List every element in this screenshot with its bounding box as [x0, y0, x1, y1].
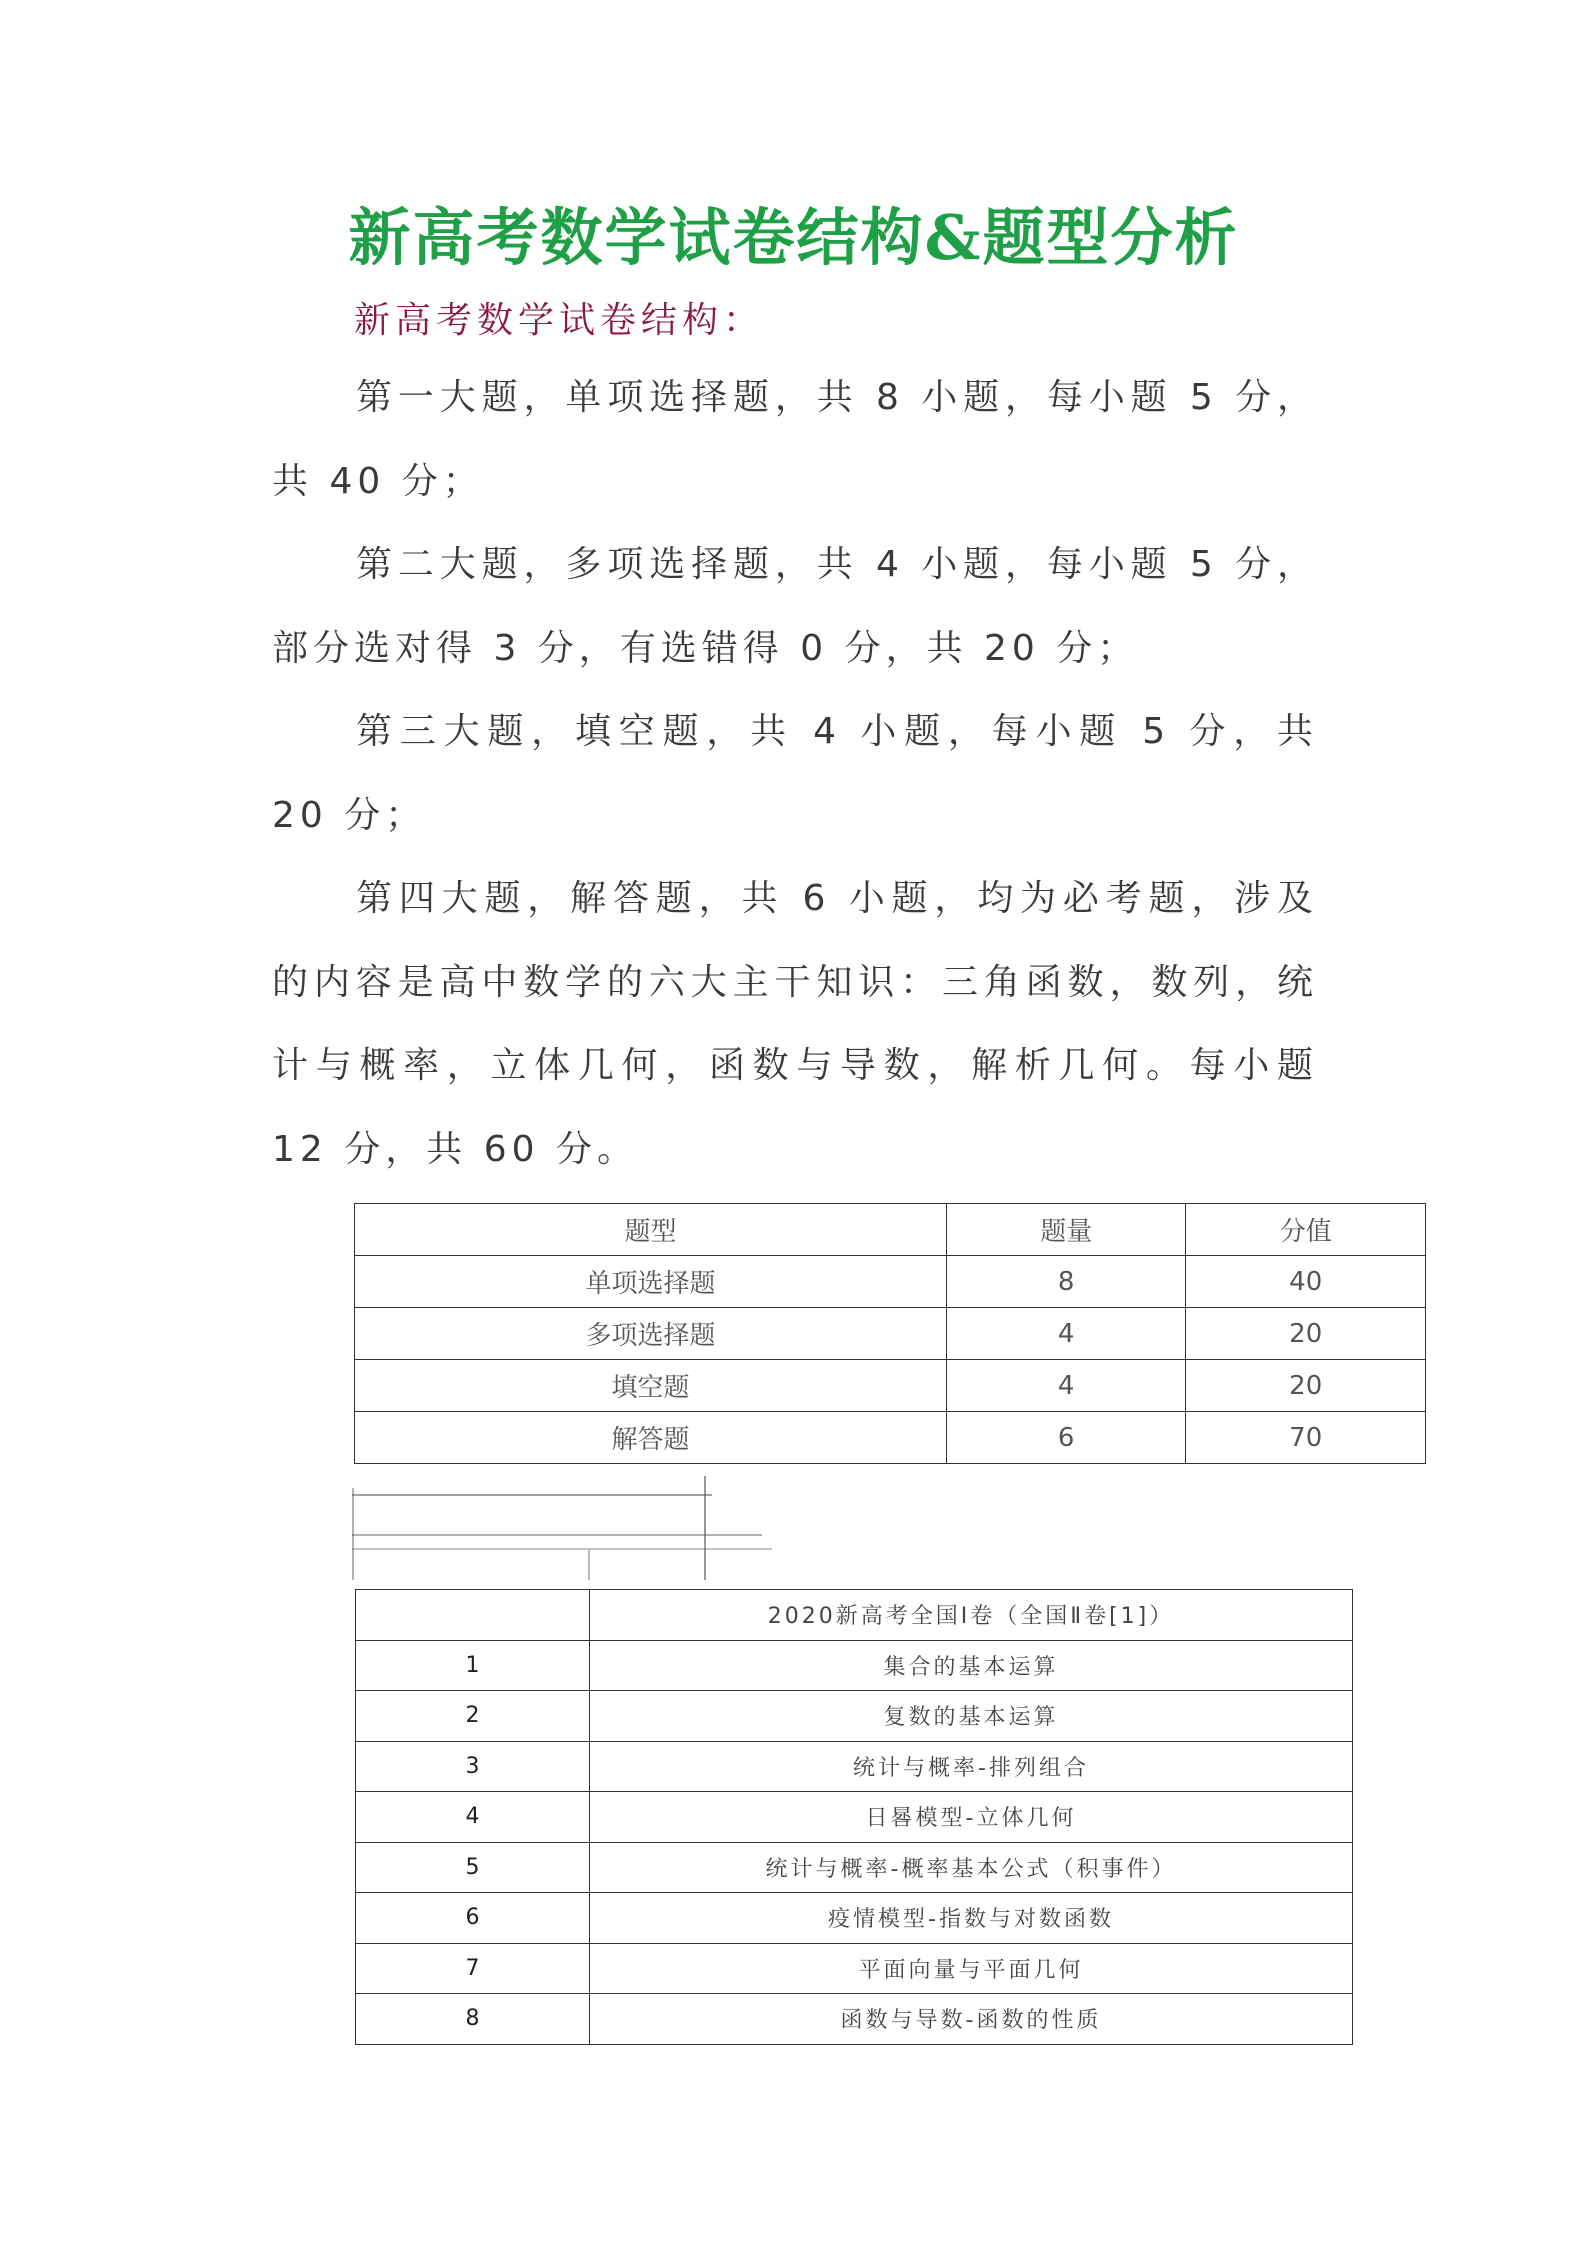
table-row: [356, 1893, 1353, 1944]
paragraph-text: 第四大题，解答题，共 6 小题，均为必考题，涉及的内容是高中数学的六大主干知识：三角函数，数列，统计与概率，立体几何，函数与导数，解析几何。每小题 12 分，共 60 分。: [272, 878, 1318, 1170]
cell-score: 20: [1186, 1360, 1426, 1412]
cell-topic: 函数与导数-函数的性质: [590, 1994, 1353, 2045]
table-row: [356, 1943, 1353, 1994]
cell-topic: 统计与概率-排列组合: [590, 1741, 1353, 1792]
table-header-row: [355, 1204, 1426, 1256]
cell-type: 多项选择题: [355, 1308, 947, 1360]
cell-number: 4: [356, 1792, 590, 1843]
section-heading: 新高考数学试卷结构：: [354, 300, 765, 341]
header-cell-score: 分值: [1186, 1204, 1426, 1256]
header-cell-exam: 2020新高考全国Ⅰ卷（全国Ⅱ卷[1]）: [590, 1590, 1353, 1641]
cell-number: 6: [356, 1893, 590, 1944]
cell-topic: 疫情模型-指数与对数函数: [590, 1893, 1353, 1944]
table-row: [356, 1842, 1353, 1893]
cell-count: 4: [946, 1308, 1186, 1360]
cell-score: 40: [1186, 1256, 1426, 1308]
table-row: [355, 1412, 1426, 1464]
cell-number: 1: [356, 1640, 590, 1691]
paragraph-1: [272, 356, 1318, 523]
cell-number: 3: [356, 1741, 590, 1792]
header-cell-count: 题量: [946, 1204, 1186, 1256]
table-row: [355, 1308, 1426, 1360]
cell-number: 8: [356, 1994, 590, 2045]
page-title: 新高考数学试卷结构&题型分析: [348, 201, 1239, 274]
cell-number: 7: [356, 1943, 590, 1994]
header-cell-type: 题型: [355, 1204, 947, 1256]
cell-topic: 日晷模型-立体几何: [590, 1792, 1353, 1843]
cell-number: 5: [356, 1842, 590, 1893]
cell-score: 20: [1186, 1308, 1426, 1360]
table-fragment-decoration: [352, 1476, 772, 1580]
paragraph-3: [272, 690, 1318, 857]
paragraph-text: 第二大题，多项选择题，共 4 小题，每小题 5 分，部分选对得 3 分，有选错得 0 分，共 20 分；: [272, 544, 1318, 669]
topic-table: [355, 1589, 1353, 2045]
table-header-row: [356, 1590, 1353, 1641]
cell-topic: 复数的基本运算: [590, 1691, 1353, 1742]
cell-topic: 统计与概率-概率基本公式（积事件）: [590, 1842, 1353, 1893]
cell-topic: 平面向量与平面几何: [590, 1943, 1353, 1994]
paragraph-4: [272, 857, 1318, 1191]
structure-table: [354, 1203, 1426, 1464]
cell-count: 6: [946, 1412, 1186, 1464]
table-row: [356, 1691, 1353, 1742]
paragraph-text: 第三大题，填空题，共 4 小题，每小题 5 分，共 20 分；: [272, 711, 1318, 836]
cell-count: 4: [946, 1360, 1186, 1412]
header-cell-empty: [356, 1590, 590, 1641]
cell-score: 70: [1186, 1412, 1426, 1464]
table-row: [356, 1994, 1353, 2045]
paragraph-2: [272, 523, 1318, 690]
cell-type: 解答题: [355, 1412, 947, 1464]
cell-topic: 集合的基本运算: [590, 1640, 1353, 1691]
cell-type: 单项选择题: [355, 1256, 947, 1308]
paragraph-text: 第一大题，单项选择题，共 8 小题，每小题 5 分，共 40 分；: [272, 377, 1318, 502]
table-row: [356, 1792, 1353, 1843]
cell-number: 2: [356, 1691, 590, 1742]
table-row: [355, 1360, 1426, 1412]
table-row: [356, 1741, 1353, 1792]
cell-type: 填空题: [355, 1360, 947, 1412]
cell-count: 8: [946, 1256, 1186, 1308]
table-row: [355, 1256, 1426, 1308]
table-row: [356, 1640, 1353, 1691]
